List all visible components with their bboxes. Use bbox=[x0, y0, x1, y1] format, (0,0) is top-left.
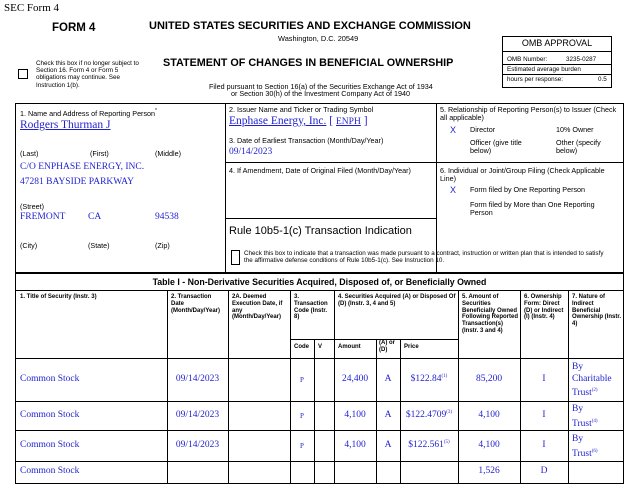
box4-label: 4. If Amendment, Date of Original Filed (Month/Day/Year) bbox=[229, 166, 411, 175]
director-label: Director bbox=[470, 125, 496, 134]
omb-burden-label: Estimated average burden bbox=[507, 66, 581, 73]
header-transaction-date: 2. Transaction Date (Month/Day/Year) bbox=[171, 294, 221, 314]
table-row-4-title: Common Stock bbox=[20, 466, 80, 476]
col-first-label: (First) bbox=[90, 149, 109, 158]
header-price: Price bbox=[404, 344, 419, 350]
state-value: CA bbox=[88, 212, 102, 222]
table-row-3-date: 09/14/2023 bbox=[175, 440, 220, 450]
col-middle-label: (Middle) bbox=[155, 149, 181, 158]
earliest-transaction-date: 09/14/2023 bbox=[229, 147, 273, 157]
table-row-3-nature: By Trust$^{(6)}$ bbox=[572, 434, 598, 459]
street-label: (Street) bbox=[20, 202, 44, 211]
box2-label: 2. Issuer Name and Ticker or Trading Symbol bbox=[229, 105, 374, 114]
table-row-1-code: P bbox=[300, 376, 304, 384]
table-row-1-amount: 24,400 bbox=[341, 374, 369, 384]
zip-value: 94538 bbox=[155, 212, 179, 222]
header-v: V bbox=[318, 344, 323, 350]
section16-checkbox[interactable] bbox=[18, 69, 28, 79]
other-label: Other (specify below) bbox=[556, 138, 601, 156]
table-row-2-nature: By Trust$^{(4)}$ bbox=[572, 404, 598, 429]
filed-pursuant-line2: or Section 30(h) of the Investment Company Act of 1940 bbox=[231, 89, 410, 98]
table-row-3-amount: 4,100 bbox=[344, 440, 366, 450]
city-value: FREMONT bbox=[20, 212, 66, 222]
header-a-or-d: (A) or (D) bbox=[379, 340, 395, 353]
header-amount: Amount bbox=[338, 344, 361, 350]
rule-text: Check this box to indicate that a transaction was made pursuant to a contract, instruction or written plan that is intended to satisfy the affirmative defense conditions of Rule 10b5-1(c). See Instruction 10. bbox=[244, 250, 604, 265]
state-label: (State) bbox=[88, 241, 110, 250]
table-row-1-aord: A bbox=[384, 374, 392, 384]
table-row-2-code: P bbox=[300, 412, 304, 420]
table-row-1-title: Common Stock bbox=[20, 374, 80, 384]
table-row-1-nature: By Charitable Trust$^{(2)}$ bbox=[572, 362, 612, 398]
director-mark[interactable]: X bbox=[450, 125, 457, 135]
header-amount-owned: 5. Amount of Securities Beneficially Owned Following Reported Transaction(s) (Instr. 3 and 4) bbox=[462, 294, 518, 334]
omb-number-value: 3235-0287 bbox=[566, 56, 597, 63]
rule-10b5-1-checkbox[interactable] bbox=[231, 250, 240, 265]
table-row-1-owned: 85,200 bbox=[475, 374, 503, 384]
table-row-2-aord: A bbox=[384, 410, 392, 420]
section16-note: Check this box if no longer subject to Section 16. Form 4 or Form 5 obligations may continue. See Instruction 1(b). bbox=[36, 60, 139, 89]
ten-percent-owner-label: 10% Owner bbox=[556, 125, 594, 134]
table-row-2-owned: 4,100 bbox=[478, 410, 500, 420]
issuer-line: Enphase Energy, Inc. [ ENPH ] bbox=[229, 115, 368, 127]
table1-title: Table I - Non-Derivative Securities Acquired, Disposed of, or Beneficially Owned bbox=[152, 277, 487, 287]
officer-label: Officer (give title below) bbox=[470, 138, 522, 156]
table-row-2-price: $122.4709$^{(3)}$ bbox=[405, 410, 453, 420]
rule-title: Rule 10b5-1(c) Transaction Indication bbox=[229, 225, 412, 237]
box5-label: 5. Relationship of Reporting Person(s) to Issuer (Check all applicable) bbox=[440, 105, 617, 123]
header-nature-ownership: 7. Nature of Indirect Beneficial Ownership (Instr. 4) bbox=[572, 294, 622, 328]
header-title-of-security: 1. Title of Security (Instr. 3) bbox=[20, 294, 97, 300]
table-row-2-form: I bbox=[542, 410, 546, 420]
table-row-2-title: Common Stock bbox=[20, 410, 80, 420]
form-number: FORM 4 bbox=[52, 22, 96, 34]
header-ownership-form: 6. Ownership Form: Direct (D) or Indirect (I) (Instr. 4) bbox=[524, 294, 564, 321]
table-row-1-date: 09/14/2023 bbox=[175, 374, 220, 384]
table-row-1-price: $122.84$^{(1)}$ bbox=[410, 374, 448, 384]
table-row-3-title: Common Stock bbox=[20, 440, 80, 450]
omb-hours-value: 0.5 bbox=[598, 76, 607, 83]
address-line1: C/O ENPHASE ENERGY, INC. bbox=[20, 162, 145, 172]
table-row-3-owned: 4,100 bbox=[478, 440, 500, 450]
omb-title: OMB APPROVAL bbox=[521, 38, 593, 48]
table-row-4-owned: 1,526 bbox=[478, 466, 500, 476]
header-securities-acquired: 4. Securities Acquired (A) or Disposed Of (D) (Instr. 3, 4 and 5) bbox=[338, 294, 456, 307]
sec-form-label: SEC Form 4 bbox=[4, 2, 60, 14]
address-line2: 47281 BAYSIDE PARKWAY bbox=[20, 177, 135, 187]
box3-label: 3. Date of Earliest Transaction (Month/Day/Year) bbox=[229, 136, 384, 145]
table-row-3-form: I bbox=[542, 440, 546, 450]
statement-title: STATEMENT OF CHANGES IN BENEFICIAL OWNERSHIP bbox=[163, 57, 454, 69]
header-deemed-date: 2A. Deemed Execution Date, if any (Month/Day/Year) bbox=[232, 294, 283, 321]
header-transaction-code: 3. Transaction Code (Instr. 8) bbox=[294, 294, 328, 321]
more-persons-label: Form filed by More than One Reporting Person bbox=[470, 200, 595, 218]
box1-label: 1. Name and Address of Reporting Person* bbox=[20, 108, 157, 118]
table-row-3-price: $122.561$^{(5)}$ bbox=[408, 440, 450, 450]
table-row-3-aord: A bbox=[384, 440, 392, 450]
box6-label: 6. Individual or Joint/Group Filing (Check Applicable Line) bbox=[440, 166, 605, 184]
table-row-2-amount: 4,100 bbox=[344, 410, 366, 420]
table-row-3-code: P bbox=[300, 442, 304, 450]
city-label: (City) bbox=[20, 241, 38, 250]
header-code: Code bbox=[294, 344, 309, 350]
omb-number-label: OMB Number: bbox=[507, 56, 548, 63]
agency-name: UNITED STATES SECURITIES AND EXCHANGE COMMISSION bbox=[149, 20, 471, 32]
table-row-2-date: 09/14/2023 bbox=[175, 410, 220, 420]
omb-hours-label: hours per response: bbox=[507, 76, 564, 83]
ticker-link[interactable]: ENPH bbox=[336, 117, 361, 127]
filed-pursuant-line1: Filed pursuant to Section 16(a) of the Securities Exchange Act of 1934 bbox=[209, 82, 433, 91]
zip-label: (Zip) bbox=[155, 241, 170, 250]
one-person-mark[interactable]: X bbox=[450, 185, 457, 195]
agency-city: Washington, D.C. 20549 bbox=[278, 34, 359, 43]
reporting-person-name[interactable]: Rodgers Thurman J bbox=[20, 119, 111, 131]
issuer-link[interactable]: Enphase Energy, Inc. bbox=[229, 115, 327, 127]
table-row-1-form: I bbox=[542, 374, 546, 384]
col-last-label: (Last) bbox=[20, 149, 39, 158]
one-person-label: Form filed by One Reporting Person bbox=[470, 185, 586, 194]
table-row-4-form: D bbox=[540, 466, 548, 476]
